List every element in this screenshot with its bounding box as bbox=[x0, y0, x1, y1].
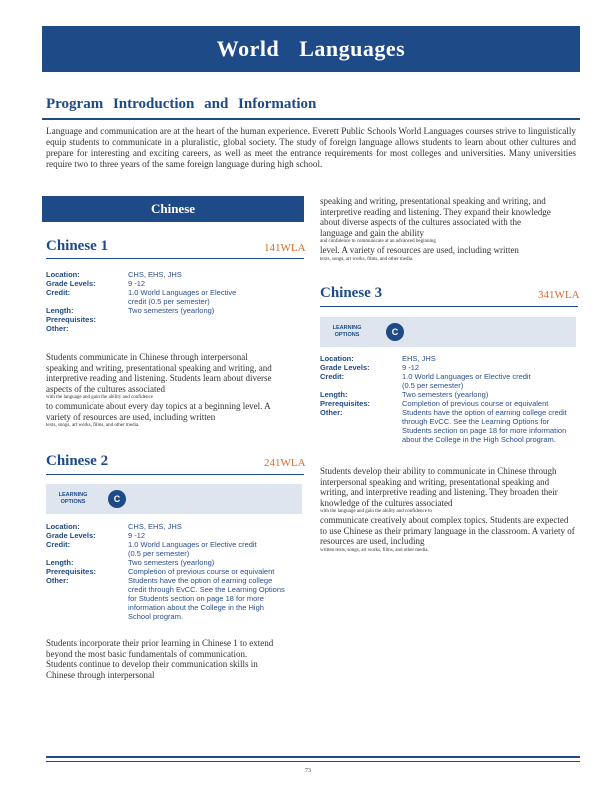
learning-options-box bbox=[46, 484, 302, 514]
label-length: Length: bbox=[46, 558, 74, 567]
label-other: Other: bbox=[46, 576, 69, 585]
college-credit-icon: C bbox=[386, 323, 404, 341]
course-code-chinese-3: 341WLA bbox=[538, 289, 580, 301]
course-info-chinese-2 bbox=[46, 522, 304, 621]
label-length: Length: bbox=[46, 306, 74, 315]
course-title-chinese-3: Chinese 3 bbox=[320, 285, 383, 301]
value-other: Students have the option of earning college credit through EvCC. See the Learning Options for Students section on page 18 for more information about the College in the High School program. bbox=[402, 408, 567, 444]
page-number: 73 bbox=[305, 768, 311, 774]
college-credit-icon: C bbox=[108, 490, 126, 508]
page-banner bbox=[42, 26, 580, 72]
value-credit: 1.0 World Languages or Elective credit (0.5 per semester) bbox=[402, 372, 531, 390]
value-prereq: Completion of previous course or equivalent bbox=[402, 399, 549, 408]
desc-text: level. A variety of resources are used, including written bbox=[320, 245, 519, 255]
value-grade: 9 -12 bbox=[128, 531, 146, 540]
desc-small-text: texts, songs, art works, films, and other media. bbox=[320, 256, 414, 262]
value-grade: 9 -12 bbox=[402, 363, 420, 372]
value-length: Two semesters (yearlong) bbox=[128, 558, 215, 567]
value-location: EHS, JHS bbox=[402, 354, 436, 363]
course-divider bbox=[320, 306, 578, 307]
label-grade: Grade Levels: bbox=[320, 363, 370, 372]
value-length: Two semesters (yearlong) bbox=[128, 306, 215, 315]
banner-word-1: World bbox=[216, 36, 280, 61]
course-divider bbox=[46, 258, 304, 259]
desc-text: speaking and writing, presentational speaking and writing, and interpretive reading and listening. They expand their knowledge about diverse aspects of the cultures associated with the language and gain the ability bbox=[320, 196, 551, 238]
banner-word-2: Languages bbox=[299, 36, 406, 61]
footer-divider bbox=[46, 756, 580, 758]
label-prereq: Prerequisites: bbox=[320, 399, 371, 408]
program-divider bbox=[42, 118, 580, 120]
course-code-chinese-2: 241WLA bbox=[264, 457, 306, 469]
label-location: Location: bbox=[46, 270, 80, 279]
course-desc-chinese-1 bbox=[46, 352, 278, 429]
desc-text: Students incorporate their prior learning in Chinese 1 to extend beyond the most basic fundamentals of communication. Students continue to develop their communication skills in Chinese through interpersonal bbox=[46, 638, 274, 680]
desc-text: to communicate about every day topics at a beginning level. A variety of resources are used, including written bbox=[46, 401, 271, 422]
label-credit: Credit: bbox=[46, 540, 71, 549]
desc-small-text: with the language and gain the ability and confidence to bbox=[320, 509, 433, 514]
label-credit: Credit: bbox=[320, 372, 345, 381]
course-title-chinese-2: Chinese 2 bbox=[46, 453, 109, 469]
label-prereq: Prerequisites: bbox=[46, 315, 97, 324]
value-location: CHS, EHS, JHS bbox=[128, 270, 182, 279]
label-prereq: Prerequisites: bbox=[46, 567, 97, 576]
label-grade: Grade Levels: bbox=[46, 279, 96, 288]
value-credit: 1.0 World Languages or Elective credit (0.5 per semester) bbox=[128, 540, 257, 558]
learning-options-label: LEARNING OPTIONS bbox=[58, 492, 88, 505]
label-location: Location: bbox=[320, 354, 354, 363]
course-code-chinese-1: 141WLA bbox=[264, 242, 306, 254]
category-bar: Chinese bbox=[42, 196, 304, 222]
label-location: Location: bbox=[46, 522, 80, 531]
course-info-chinese-3 bbox=[320, 354, 578, 444]
course-desc-chinese-3 bbox=[320, 466, 576, 554]
course-info-chinese-1 bbox=[46, 270, 304, 333]
label-grade: Grade Levels: bbox=[46, 531, 96, 540]
desc-small-text: with the language and gain the ability and confidence bbox=[46, 395, 153, 400]
course-desc-chinese-2-cont bbox=[320, 196, 552, 263]
course-desc-chinese-2 bbox=[46, 638, 278, 680]
label-length: Length: bbox=[320, 390, 348, 399]
program-title: Program Introduction and Information bbox=[46, 96, 317, 112]
learning-options-box bbox=[320, 317, 576, 347]
desc-text: communicate creatively about complex topics. Students are expected to use Chinese as their primary language in the classroom. A variety of resources are used, including bbox=[320, 515, 575, 546]
value-grade: 9 -12 bbox=[128, 279, 146, 288]
value-length: Two semesters (yearlong) bbox=[402, 390, 489, 399]
desc-small-text: and confidence to communicate at an advanced beginning bbox=[320, 239, 436, 244]
program-intro: Language and communication are at the heart of the human experience. Everett Public Schools World Languages courses strive to linguistically equip students to communicate in a pluralistic, global society. The study of foreign language allows students to learn about other cultures and prepare for interesting and exciting careers, as well as meet the entrance requirements for most colleges and universities. Many universities require two to three years of the same foreign language during high school. bbox=[46, 126, 576, 169]
label-credit: Credit: bbox=[46, 288, 71, 297]
value-other: Students have the option of earning college credit through EvCC. See the Learning Options for Students section on page 18 for more information about the College in the High School program. bbox=[128, 576, 285, 621]
value-location: CHS, EHS, JHS bbox=[128, 522, 182, 531]
learning-options-label: LEARNING OPTIONS bbox=[332, 325, 362, 338]
desc-text: Students develop their ability to communicate in Chinese through interpersonal speaking and writing, presentational speaking and writing, and interpretive reading and listening. They broaden their knowledge of the cultures associated bbox=[320, 466, 558, 508]
course-title-chinese-1: Chinese 1 bbox=[46, 238, 109, 254]
value-prereq: Completion of previous course or equivalent bbox=[128, 567, 275, 576]
label-other: Other: bbox=[46, 324, 69, 333]
desc-small-text: written texts, songs, art works, films, and other media. bbox=[320, 547, 429, 553]
value-credit: 1.0 World Languages or Elective credit (0.5 per semester) bbox=[128, 288, 237, 306]
desc-text: Students communicate in Chinese through interpersonal speaking and writing, presentational speaking and writing, and interpretive reading and listening. Students learn about diverse aspects of the cultures associated bbox=[46, 352, 272, 394]
label-other: Other: bbox=[320, 408, 343, 417]
desc-small-text: texts, songs, art works, films, and other media. bbox=[46, 423, 140, 428]
footer-divider-thin bbox=[46, 761, 580, 762]
course-divider bbox=[46, 474, 304, 475]
